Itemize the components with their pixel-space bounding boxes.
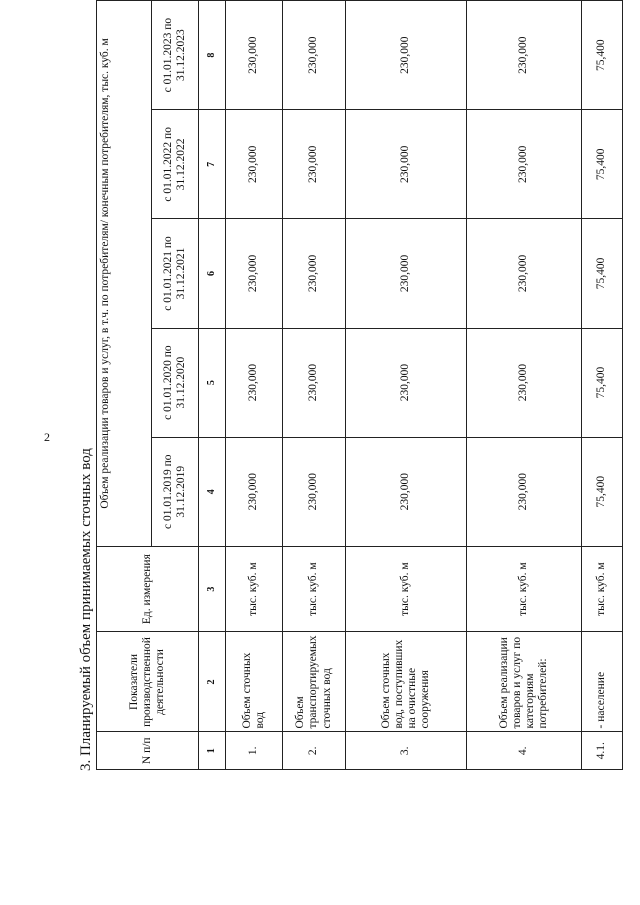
column-number: 6 <box>199 219 226 328</box>
row-number: 4. <box>467 732 582 770</box>
row-value: 230,000 <box>346 219 467 328</box>
row-indicator: Объем реализации товаров и услуг по категориям потребителей: <box>467 632 582 732</box>
row-number: 1. <box>226 732 283 770</box>
row-value: 230,000 <box>467 110 582 219</box>
wastewater-volume-table <box>96 0 623 770</box>
row-value: 230,000 <box>283 110 346 219</box>
row-unit: тыс. куб. м <box>467 546 582 632</box>
row-value: 230,000 <box>283 437 346 546</box>
row-indicator: - население <box>582 632 623 732</box>
header-period: с 01.01.2019 по 31.12.2019 <box>152 437 199 546</box>
row-unit: тыс. куб. м <box>346 546 467 632</box>
row-value: 230,000 <box>346 437 467 546</box>
row-value: 230,000 <box>283 328 346 437</box>
row-number: 2. <box>283 732 346 770</box>
row-value: 230,000 <box>226 328 283 437</box>
row-number: 3. <box>346 732 467 770</box>
column-number: 8 <box>199 1 226 110</box>
column-number: 5 <box>199 328 226 437</box>
table-row <box>467 1 582 770</box>
row-value: 230,000 <box>226 110 283 219</box>
column-number-row <box>199 1 226 770</box>
column-number: 3 <box>199 546 226 632</box>
header-unit: Ед. измерения <box>97 546 199 632</box>
page-number: 2 <box>44 430 50 444</box>
row-value: 230,000 <box>467 328 582 437</box>
row-value: 230,000 <box>467 437 582 546</box>
header-period: с 01.01.2020 по 31.12.2020 <box>152 328 199 437</box>
row-number: 4.1. <box>582 732 623 770</box>
column-number: 2 <box>199 632 226 732</box>
row-value: 230,000 <box>467 219 582 328</box>
column-number: 1 <box>199 732 226 770</box>
column-number: 4 <box>199 437 226 546</box>
table-row <box>582 1 623 770</box>
row-value: 75,400 <box>582 110 623 219</box>
row-value: 75,400 <box>582 328 623 437</box>
header-period: с 01.01.2022 по 31.12.2022 <box>152 110 199 219</box>
header-indicator: Показатели производственной деятельности <box>97 632 199 732</box>
row-value: 75,400 <box>582 437 623 546</box>
header-period: с 01.01.2023 по 31.12.2023 <box>152 1 199 110</box>
header-volume-group: Объем реализации товаров и услуг, в т.ч. по потребителям/ конечным потребителям, тыс. куб. м <box>97 1 152 547</box>
row-value: 230,000 <box>467 1 582 110</box>
row-indicator: Объем сточных вод <box>226 632 283 732</box>
table-row <box>283 1 346 770</box>
table-row <box>346 1 467 770</box>
row-value: 230,000 <box>346 328 467 437</box>
row-value: 75,400 <box>582 219 623 328</box>
row-value: 230,000 <box>346 1 467 110</box>
row-indicator: Объем транспортируемых сточных вод <box>283 632 346 732</box>
row-value: 230,000 <box>226 437 283 546</box>
row-value: 230,000 <box>226 1 283 110</box>
row-value: 230,000 <box>346 110 467 219</box>
row-value: 230,000 <box>283 1 346 110</box>
row-value: 230,000 <box>226 219 283 328</box>
row-unit: тыс. куб. м <box>582 546 623 632</box>
row-value: 75,400 <box>582 1 623 110</box>
row-unit: тыс. куб. м <box>226 546 283 632</box>
table-row <box>226 1 283 770</box>
row-value: 230,000 <box>283 219 346 328</box>
row-unit: тыс. куб. м <box>283 546 346 632</box>
section-heading: 3. Планируемый объем принимаемых сточных вод <box>78 448 94 771</box>
row-indicator: Объем сточных вод, поступивших на очистные сооружения <box>346 632 467 732</box>
header-num: N п/п <box>97 732 199 770</box>
header-period: с 01.01.2021 по 31.12.2021 <box>152 219 199 328</box>
column-number: 7 <box>199 110 226 219</box>
